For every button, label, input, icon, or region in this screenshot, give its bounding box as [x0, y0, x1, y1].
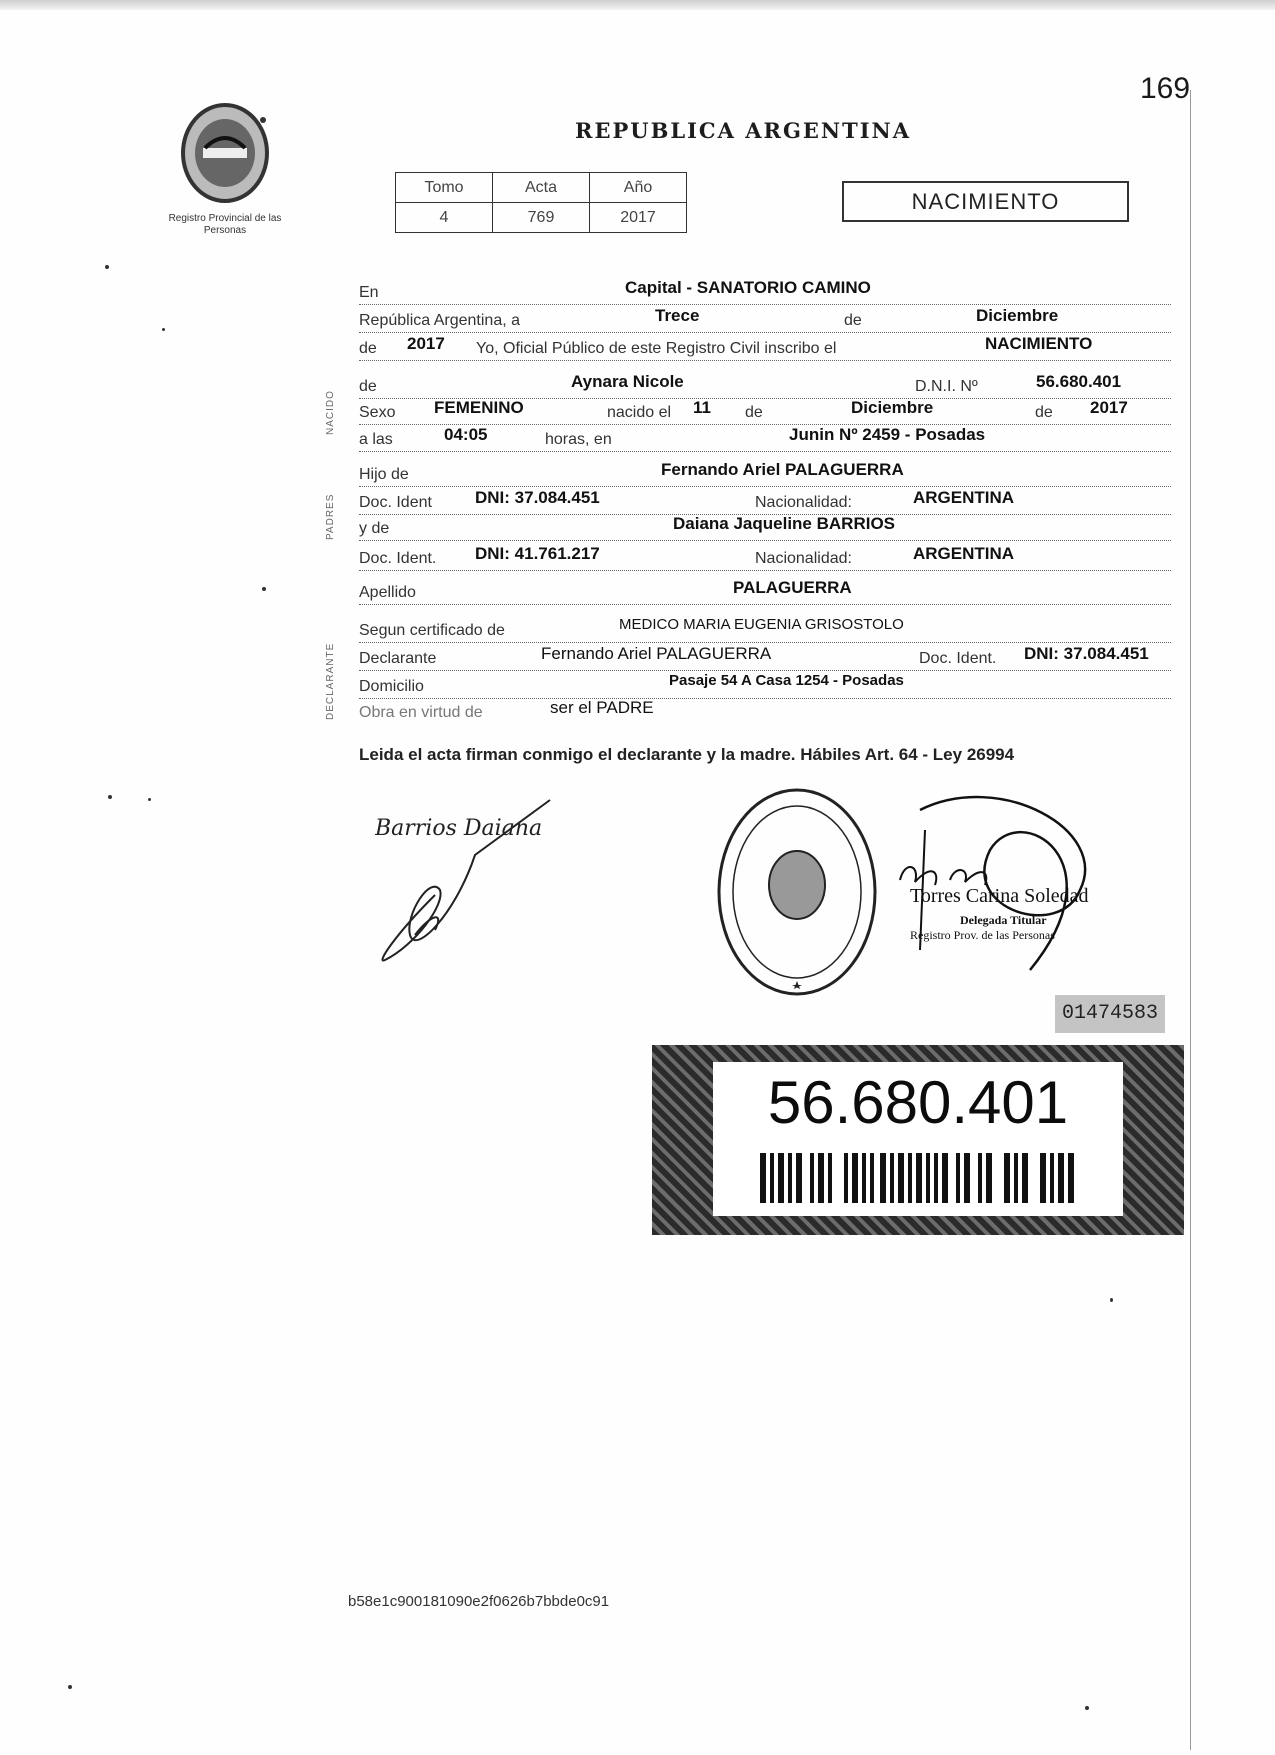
- logo-caption: Registro Provincial de las Personas: [168, 213, 282, 236]
- value-nombre: Aynara Nicole: [571, 372, 684, 391]
- value-doc-declarante: DNI: 37.084.451: [1024, 644, 1149, 663]
- scan-top-band: [0, 0, 1275, 10]
- document-title: REPUBLICA ARGENTINA: [575, 118, 912, 143]
- row-republica: [359, 306, 1171, 333]
- row-segun: [359, 616, 1171, 643]
- official-organization: Registro Prov. de las Personas: [910, 928, 1055, 942]
- value-nac-madre: ARGENTINA: [913, 544, 1015, 563]
- ref-header-tomo: Tomo: [396, 173, 493, 203]
- scan-speck: [148, 798, 151, 801]
- label-nacido-el: nacido el: [607, 404, 672, 421]
- label-doc-declarante: Doc. Ident.: [919, 650, 997, 667]
- label-sexo: Sexo: [359, 404, 396, 421]
- label-horas-en: horas, en: [545, 431, 612, 448]
- label-doc-padre: Doc. Ident: [359, 494, 432, 511]
- side-label-nacido: NACIDO: [325, 390, 336, 435]
- label-a-las: a las: [359, 431, 393, 448]
- scan-speck: [1110, 1298, 1113, 1302]
- label-nac-madre: Nacionalidad:: [755, 550, 852, 567]
- value-lugar: Junin Nº 2459 - Posadas: [789, 425, 986, 444]
- label-y-de: y de: [359, 520, 390, 537]
- row-sexo: [359, 398, 1171, 425]
- label-doc-madre: Doc. Ident.: [359, 550, 437, 567]
- barcode: [760, 1153, 1075, 1203]
- serial-number: 01474583: [1055, 995, 1165, 1033]
- row-nombre: [359, 372, 1171, 399]
- value-nac-padre: ARGENTINA: [913, 488, 1015, 507]
- row-hijo-de: [359, 460, 1171, 487]
- scan-speck: [162, 328, 165, 331]
- dni-label-number: 56.680.401: [767, 1069, 1069, 1136]
- value-dia: 11: [693, 398, 711, 417]
- record-type-box: NACIMIENTO: [842, 181, 1129, 222]
- value-year: 2017: [407, 334, 445, 353]
- value-dia-texto: Trece: [655, 306, 700, 325]
- row-declarante: [359, 644, 1171, 671]
- label-inscribo: Yo, Oficial Público de este Registro Civil inscribo el: [476, 340, 837, 357]
- reference-table: [395, 172, 687, 233]
- label-de-mes: de: [844, 312, 862, 329]
- label-domicilio: Domicilio: [359, 678, 424, 695]
- scan-speck: [1085, 1706, 1089, 1710]
- value-madre: Daiana Jaqueline BARRIOS: [673, 514, 896, 533]
- label-segun: Segun certificado de: [359, 622, 505, 639]
- value-mes: Diciembre: [976, 306, 1059, 325]
- scan-speck: [108, 795, 112, 799]
- value-padre: Fernando Ariel PALAGUERRA: [661, 460, 904, 479]
- row-doc-padre: [359, 488, 1171, 515]
- ref-value-acta: 769: [493, 203, 590, 233]
- label-dni: D.N.I. Nº: [915, 378, 978, 395]
- scan-speck: [105, 265, 109, 269]
- value-apellido: PALAGUERRA: [733, 578, 852, 597]
- side-label-padres: PADRES: [325, 493, 336, 540]
- row-apellido: [359, 578, 1171, 605]
- value-hora: 04:05: [444, 425, 488, 444]
- official-stamp: [715, 785, 880, 1000]
- label-obra: Obra en virtud de: [359, 704, 483, 721]
- declarant-signature: [375, 795, 595, 970]
- official-role: Delegada Titular: [960, 913, 1047, 927]
- value-mes-nac: Diciembre: [851, 398, 934, 417]
- official-name: Torres Carina Soledad: [910, 885, 1089, 907]
- value-dni: 56.680.401: [1036, 372, 1122, 391]
- ref-value-ano: 2017: [590, 203, 687, 233]
- value-sexo: FEMENINO: [434, 398, 524, 417]
- label-declarante: Declarante: [359, 650, 437, 667]
- ref-header-acta: Acta: [493, 173, 590, 203]
- value-en: Capital - SANATORIO CAMINO: [625, 278, 871, 297]
- label-nac-padre: Nacionalidad:: [755, 494, 852, 511]
- row-y-de: [359, 514, 1171, 541]
- provincial-seal-logo: [175, 98, 275, 208]
- row-en: [359, 278, 1171, 305]
- value-obra: ser el PADRE: [550, 698, 654, 717]
- label-hijo-de: Hijo de: [359, 466, 409, 483]
- ref-value-tomo: 4: [396, 203, 493, 233]
- signature-script: Barrios Daiana: [375, 816, 543, 841]
- value-domicilio: Pasaje 54 A Casa 1254 - Posadas: [669, 672, 904, 689]
- row-hora: [359, 425, 1171, 452]
- document-hash: b58e1c900181090e2f0626b7bbde0c91: [348, 1593, 610, 1610]
- scan-speck: [262, 587, 266, 591]
- label-de-anio-nac: de: [1035, 404, 1053, 421]
- scan-edge-line: [1190, 90, 1191, 1750]
- page-number: 169: [1140, 72, 1191, 105]
- label-republica: República Argentina, a: [359, 312, 520, 329]
- label-de-nombre: de: [359, 378, 377, 395]
- closing-statement: Leida el acta firman conmigo el declarante y la madre. Hábiles Art. 64 - Ley 26994: [359, 745, 1015, 764]
- value-doc-madre: DNI: 41.761.217: [475, 544, 600, 563]
- value-tipo-acta: NACIMIENTO: [985, 334, 1093, 353]
- row-obra: [359, 698, 1171, 724]
- row-doc-madre: [359, 544, 1171, 571]
- ref-header-ano: Año: [590, 173, 687, 203]
- label-de-year: de: [359, 340, 377, 357]
- label-de-mes-nac: de: [745, 404, 763, 421]
- value-doc-padre: DNI: 37.084.451: [475, 488, 600, 507]
- side-label-declarante: DECLARANTE: [325, 642, 336, 720]
- row-domicilio: [359, 672, 1171, 699]
- value-anio-nac: 2017: [1090, 398, 1128, 417]
- label-en: En: [359, 284, 379, 301]
- row-inscribo: [359, 334, 1171, 361]
- value-declarante: Fernando Ariel PALAGUERRA: [541, 644, 772, 663]
- value-certificado: MEDICO MARIA EUGENIA GRISOSTOLO: [619, 616, 904, 633]
- scan-speck: [68, 1685, 72, 1689]
- label-apellido: Apellido: [359, 584, 416, 601]
